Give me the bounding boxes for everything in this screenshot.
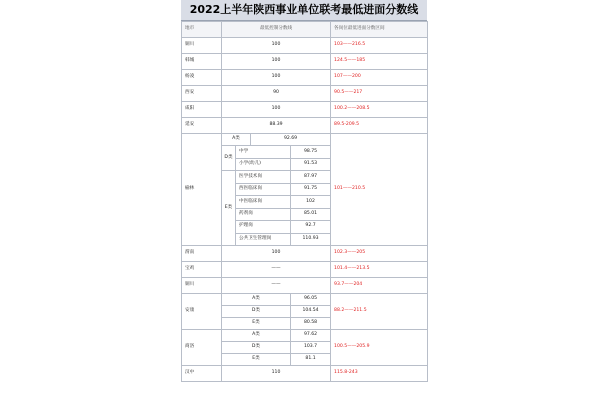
city-cell: 杨凌	[182, 70, 222, 86]
header-control: 最低控制分数线	[222, 22, 331, 38]
category-label: A类	[222, 329, 291, 341]
category-label: D类	[222, 341, 291, 353]
subcategory-name: 公共卫生管理岗	[236, 233, 291, 245]
category-score: 103.7	[291, 341, 331, 353]
control-score-cell: 100	[222, 102, 331, 118]
range-cell-yulin: 101——210.5	[331, 134, 428, 246]
range-cell: 124.5——185	[331, 54, 428, 70]
table-row	[182, 329, 428, 341]
control-score-cell: 90	[222, 86, 331, 102]
range-cell: 102.3——205	[331, 245, 428, 261]
header-range: 各岗位最低进面分数区间	[331, 22, 428, 38]
category-a-label: A类	[222, 134, 251, 146]
range-cell-shangluo: 100.5——205.9	[331, 329, 428, 365]
subcategory-name: 药剂岗	[236, 208, 291, 220]
table-row	[182, 293, 428, 305]
table-row	[182, 54, 428, 70]
table-row	[182, 70, 428, 86]
range-cell: 107——200	[331, 70, 428, 86]
range-cell: 115.8-243	[331, 365, 428, 381]
subcategory-score: 110.93	[291, 233, 331, 245]
control-score-cell: 88.39	[222, 118, 331, 134]
control-score-cell: 110	[222, 365, 331, 381]
score-table	[181, 21, 428, 382]
range-cell-ankang: 88.2——211.5	[331, 293, 428, 329]
range-cell: 93.7——204	[331, 277, 428, 293]
control-score-cell: ——	[222, 261, 331, 277]
table-row	[182, 245, 428, 261]
range-cell: 89.5-209.5	[331, 118, 428, 134]
subcategory-score: 87.97	[291, 171, 331, 183]
table-row	[182, 102, 428, 118]
header-row	[182, 22, 428, 38]
table-row	[182, 261, 428, 277]
category-score: 104.54	[291, 305, 331, 317]
category-a-score: 92.69	[251, 134, 331, 146]
subcategory-name: 小学(幼儿)	[236, 158, 291, 170]
category-score: 97.62	[291, 329, 331, 341]
subcategory-name: 中学	[236, 146, 291, 158]
control-score-cell: 100	[222, 38, 331, 54]
header-city: 地市	[182, 22, 222, 38]
subcategory-name: 护理岗	[236, 221, 291, 233]
category-label: E类	[222, 317, 291, 329]
category-e-label: E类	[222, 171, 236, 246]
city-cell: 延安	[182, 118, 222, 134]
table-row	[182, 86, 428, 102]
city-cell-ankang: 安康	[182, 293, 222, 329]
subcategory-score: 92.7	[291, 221, 331, 233]
category-score: 81.1	[291, 353, 331, 365]
subcategory-score: 102	[291, 196, 331, 208]
control-score-cell: 100	[222, 54, 331, 70]
city-cell: 宝鸡	[182, 261, 222, 277]
subcategory-name: 西医临床岗	[236, 183, 291, 195]
city-cell-yulin: 榆林	[182, 134, 222, 246]
subcategory-name: 医学技术岗	[236, 171, 291, 183]
city-cell: 西安	[182, 86, 222, 102]
table-row	[182, 134, 428, 146]
category-label: D类	[222, 305, 291, 317]
range-cell: 100.2——208.5	[331, 102, 428, 118]
subcategory-score: 98.75	[291, 146, 331, 158]
control-score-cell: 100	[222, 245, 331, 261]
category-score: 80.58	[291, 317, 331, 329]
city-cell: 铜川	[182, 277, 222, 293]
category-d-label: D类	[222, 146, 236, 171]
score-sheet	[181, 0, 427, 400]
subcategory-score: 85.01	[291, 208, 331, 220]
control-score-cell: ——	[222, 277, 331, 293]
table-row	[182, 365, 428, 381]
range-cell: 101.4——213.5	[331, 261, 428, 277]
category-label: E类	[222, 353, 291, 365]
city-cell: 汉中	[182, 365, 222, 381]
table-row	[182, 118, 428, 134]
category-score: 96.05	[291, 293, 331, 305]
table-row	[182, 277, 428, 293]
table-row	[182, 38, 428, 54]
range-cell: 103——216.5	[331, 38, 428, 54]
city-cell: 铜川	[182, 38, 222, 54]
control-score-cell: 100	[222, 70, 331, 86]
category-label: A类	[222, 293, 291, 305]
range-cell: 90.5——217	[331, 86, 428, 102]
city-cell-shangluo: 商洛	[182, 329, 222, 365]
subcategory-name: 中医临床岗	[236, 196, 291, 208]
city-cell: 渭南	[182, 245, 222, 261]
sheet-title: 2022上半年陕西事业单位联考最低进面分数线	[181, 0, 427, 21]
subcategory-score: 91.75	[291, 183, 331, 195]
city-cell: 咸阳	[182, 102, 222, 118]
subcategory-score: 91.53	[291, 158, 331, 170]
city-cell: 韩城	[182, 54, 222, 70]
